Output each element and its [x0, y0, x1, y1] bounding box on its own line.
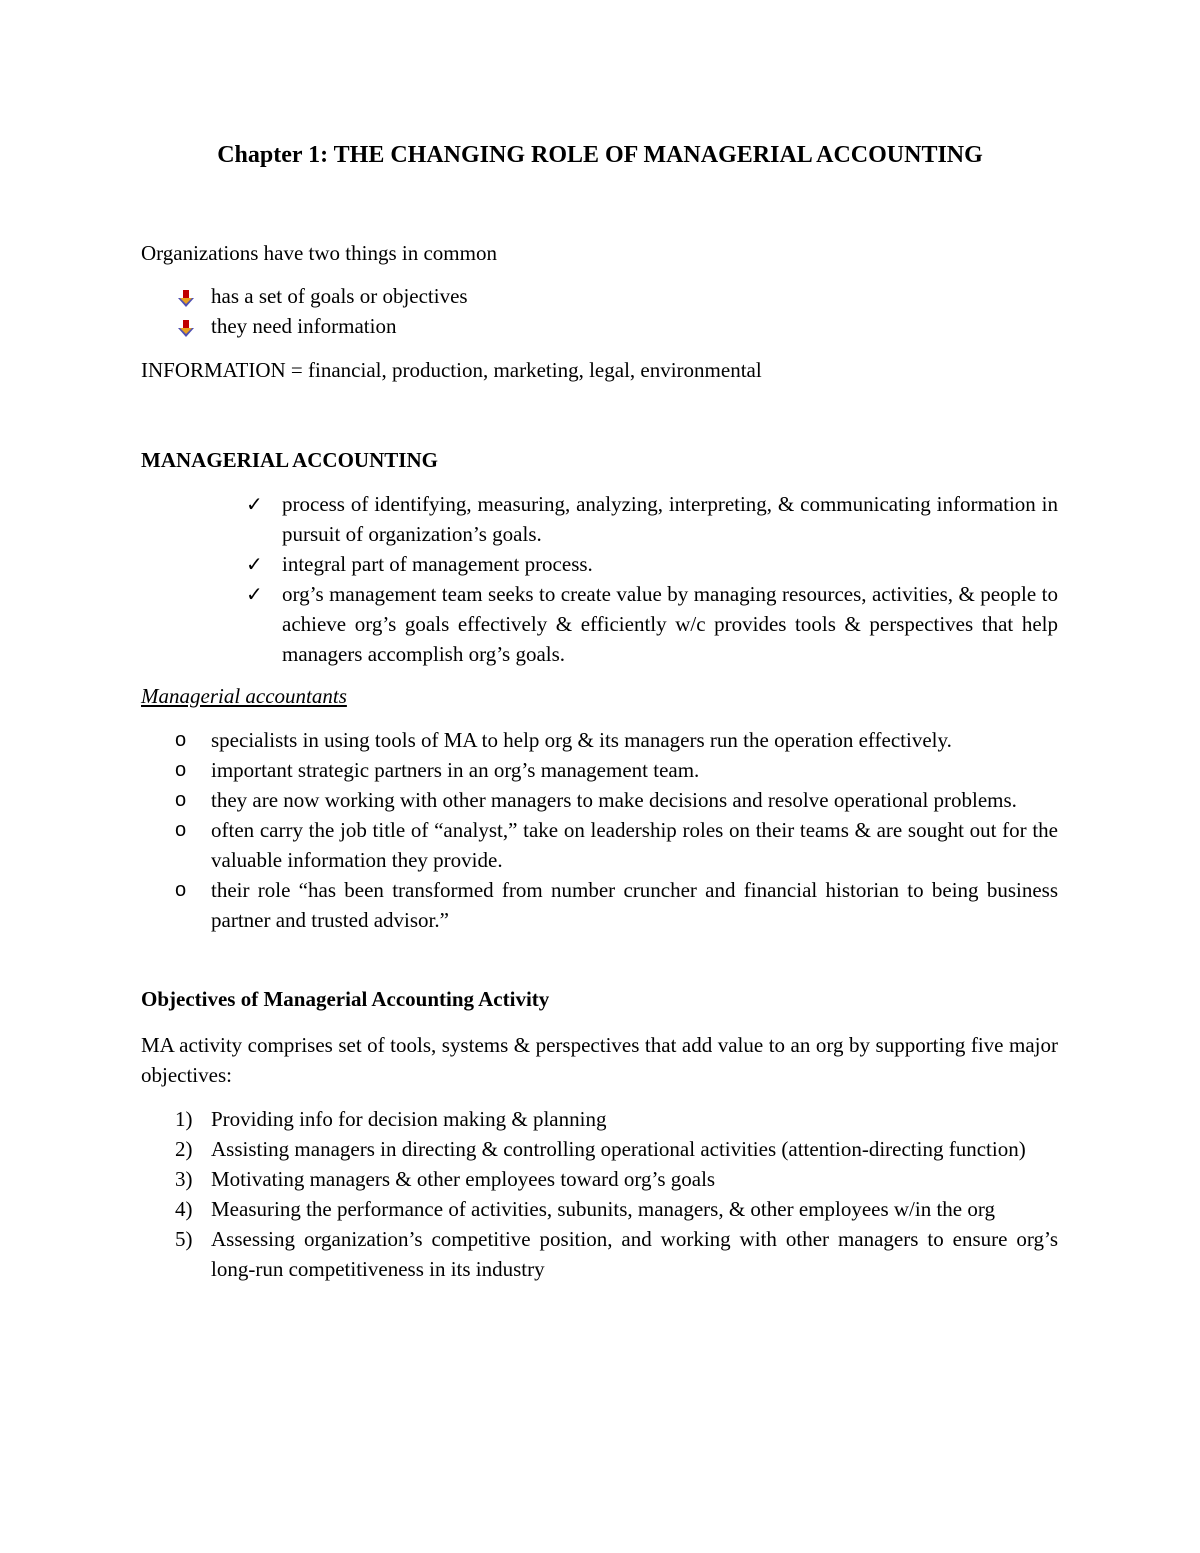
hollow-circle-bullet-icon: o [175, 759, 187, 781]
accountant-point-text: specialists in using tools of MA to help org & its managers run the operation effectively. [211, 728, 952, 752]
managerial-accountants-list [175, 725, 1058, 935]
list-item [175, 1104, 1058, 1134]
list-item [178, 281, 1058, 311]
list-item [246, 579, 1058, 669]
managerial-accounting-heading: MANAGERIAL ACCOUNTING [141, 448, 438, 472]
checkmark-icon: ✓ [246, 582, 263, 606]
objective-text: Measuring the performance of activities, subunits, managers, & other employees w/in the org [211, 1197, 995, 1221]
intro-bullet-list [178, 281, 1058, 341]
list-item [246, 489, 1058, 549]
managerial-accountants-heading: Managerial accountants [141, 684, 347, 708]
list-item [175, 815, 1058, 875]
list-number: 4) [175, 1197, 193, 1221]
down-arrow-bullet-icon [178, 316, 194, 346]
hollow-circle-bullet-icon: o [175, 729, 187, 751]
list-item [175, 1164, 1058, 1194]
page-title: Chapter 1: THE CHANGING ROLE OF MANAGERIAL ACCOUNTING [217, 142, 983, 168]
ma-point-text: integral part of management process. [282, 552, 593, 576]
list-item [246, 549, 1058, 579]
objective-text: Assessing organization’s competitive position, and working with other managers to ensure org’s long-run competitiveness in its industry [211, 1227, 1058, 1281]
list-item [175, 785, 1058, 815]
ma-point-text: org’s management team seeks to create value by managing resources, activities, & people to achieve org’s goals effectively & efficiently w/c provides tools & perspectives that help managers accomplish org’s goals. [282, 582, 1058, 666]
objective-text: Providing info for decision making & planning [211, 1107, 607, 1131]
objective-text: Motivating managers & other employees toward org’s goals [211, 1167, 716, 1191]
intro-bullet-text: they need information [211, 314, 397, 338]
list-number: 5) [175, 1227, 193, 1251]
hollow-circle-bullet-icon: o [175, 879, 187, 901]
list-number: 1) [175, 1107, 193, 1131]
managerial-accounting-list [246, 489, 1058, 669]
intro-text: Organizations have two things in common [141, 241, 497, 265]
accountant-point-text: important strategic partners in an org’s management team. [211, 758, 700, 782]
ma-point-text: process of identifying, measuring, analyzing, interpreting, & communicating information in pursuit of organization’s goals. [282, 492, 1058, 546]
checkmark-icon: ✓ [246, 552, 263, 576]
list-number: 3) [175, 1167, 193, 1191]
objective-text: Assisting managers in directing & controlling operational activities (attention-directing function) [211, 1137, 1026, 1161]
checkmark-icon: ✓ [246, 492, 263, 516]
list-item [175, 1134, 1058, 1164]
intro-bullet-text: has a set of goals or objectives [211, 284, 468, 308]
objectives-heading: Objectives of Managerial Accounting Activity [141, 987, 550, 1011]
list-item [175, 875, 1058, 935]
objectives-intro: MA activity comprises set of tools, systems & perspectives that add value to an org by supporting five major objectives: [141, 1033, 1058, 1087]
accountant-point-text: their role “has been transformed from number cruncher and financial historian to being business partner and trusted advisor.” [211, 878, 1058, 932]
accountant-point-text: they are now working with other managers to make decisions and resolve operational problems. [211, 788, 1017, 812]
list-item [178, 311, 1058, 341]
list-item [175, 725, 1058, 755]
list-item [175, 1224, 1058, 1284]
objectives-list [175, 1104, 1058, 1284]
list-number: 2) [175, 1137, 193, 1161]
list-item [175, 1194, 1058, 1224]
accountant-point-text: often carry the job title of “analyst,” take on leadership roles on their teams & are sought out for the valuable information they provide. [211, 818, 1058, 872]
hollow-circle-bullet-icon: o [175, 789, 187, 811]
list-item [175, 755, 1058, 785]
information-line: INFORMATION = financial, production, marketing, legal, environmental [141, 358, 762, 382]
hollow-circle-bullet-icon: o [175, 819, 187, 841]
